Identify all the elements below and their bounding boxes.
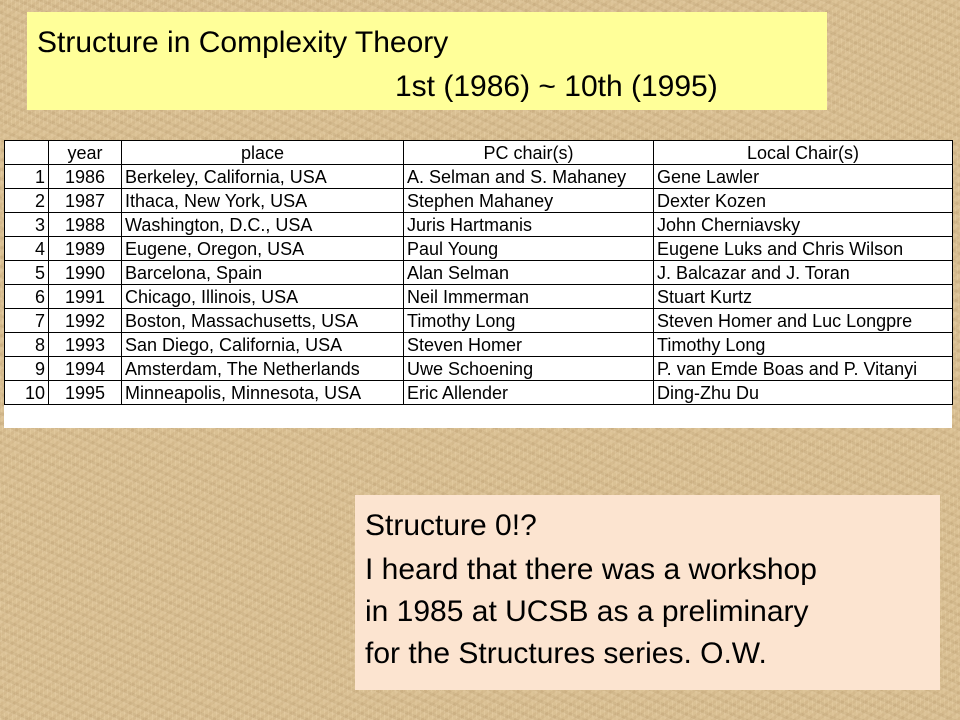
table-row bbox=[5, 285, 953, 309]
cell-place: Washington, D.C., USA bbox=[122, 213, 404, 237]
cell-local-chairs: Ding-Zhu Du bbox=[654, 381, 953, 405]
conference-table-container bbox=[4, 140, 952, 428]
cell-place: Berkeley, California, USA bbox=[122, 165, 404, 189]
cell-local-chairs: Gene Lawler bbox=[654, 165, 953, 189]
cell-index: 4 bbox=[5, 237, 49, 261]
cell-year: 1988 bbox=[49, 213, 122, 237]
note-line: Structure 0!? bbox=[365, 509, 537, 542]
table-row bbox=[5, 237, 953, 261]
cell-pc-chairs: Paul Young bbox=[404, 237, 654, 261]
cell-index: 1 bbox=[5, 165, 49, 189]
table-row bbox=[5, 309, 953, 333]
note-box bbox=[355, 495, 940, 690]
cell-place: Eugene, Oregon, USA bbox=[122, 237, 404, 261]
cell-pc-chairs: Uwe Schoening bbox=[404, 357, 654, 381]
cell-year: 1990 bbox=[49, 261, 122, 285]
cell-place: Minneapolis, Minnesota, USA bbox=[122, 381, 404, 405]
cell-index: 2 bbox=[5, 189, 49, 213]
table-row bbox=[5, 381, 953, 405]
header-pc-chairs: PC chair(s) bbox=[404, 141, 654, 165]
table-row bbox=[5, 261, 953, 285]
cell-index: 3 bbox=[5, 213, 49, 237]
table-row bbox=[5, 165, 953, 189]
title-box bbox=[27, 12, 827, 110]
cell-local-chairs: Eugene Luks and Chris Wilson bbox=[654, 237, 953, 261]
cell-index: 5 bbox=[5, 261, 49, 285]
header-place: place bbox=[122, 141, 404, 165]
header-index bbox=[5, 141, 49, 165]
cell-year: 1989 bbox=[49, 237, 122, 261]
note-line: for the Structures series. O.W. bbox=[365, 637, 767, 670]
cell-pc-chairs: Stephen Mahaney bbox=[404, 189, 654, 213]
cell-index: 8 bbox=[5, 333, 49, 357]
cell-pc-chairs: Juris Hartmanis bbox=[404, 213, 654, 237]
note-line: in 1985 at UCSB as a preliminary bbox=[365, 595, 809, 628]
cell-place: Barcelona, Spain bbox=[122, 261, 404, 285]
cell-place: Amsterdam, The Netherlands bbox=[122, 357, 404, 381]
cell-pc-chairs: A. Selman and S. Mahaney bbox=[404, 165, 654, 189]
cell-pc-chairs: Alan Selman bbox=[404, 261, 654, 285]
cell-pc-chairs: Eric Allender bbox=[404, 381, 654, 405]
cell-year: 1991 bbox=[49, 285, 122, 309]
cell-pc-chairs: Timothy Long bbox=[404, 309, 654, 333]
table-row bbox=[5, 189, 953, 213]
slide-title: Structure in Complexity Theory bbox=[37, 26, 449, 59]
cell-local-chairs: John Cherniavsky bbox=[654, 213, 953, 237]
cell-year: 1994 bbox=[49, 357, 122, 381]
cell-year: 1995 bbox=[49, 381, 122, 405]
cell-index: 9 bbox=[5, 357, 49, 381]
cell-local-chairs: Dexter Kozen bbox=[654, 189, 953, 213]
cell-local-chairs: Timothy Long bbox=[654, 333, 953, 357]
table-row bbox=[5, 357, 953, 381]
cell-index: 6 bbox=[5, 285, 49, 309]
cell-year: 1987 bbox=[49, 189, 122, 213]
cell-place: Chicago, Illinois, USA bbox=[122, 285, 404, 309]
cell-local-chairs: Steven Homer and Luc Longpre bbox=[654, 309, 953, 333]
header-local-chairs: Local Chair(s) bbox=[654, 141, 953, 165]
cell-place: Ithaca, New York, USA bbox=[122, 189, 404, 213]
slide-subtitle: 1st (1986) ~ 10th (1995) bbox=[395, 70, 718, 103]
cell-pc-chairs: Neil Immerman bbox=[404, 285, 654, 309]
cell-place: Boston, Massachusetts, USA bbox=[122, 309, 404, 333]
cell-index: 10 bbox=[5, 381, 49, 405]
cell-local-chairs: P. van Emde Boas and P. Vitanyi bbox=[654, 357, 953, 381]
note-line: I heard that there was a workshop bbox=[365, 553, 817, 586]
table-row bbox=[5, 213, 953, 237]
table-header-row bbox=[5, 141, 953, 165]
cell-year: 1992 bbox=[49, 309, 122, 333]
header-year: year bbox=[49, 141, 122, 165]
cell-local-chairs: J. Balcazar and J. Toran bbox=[654, 261, 953, 285]
cell-local-chairs: Stuart Kurtz bbox=[654, 285, 953, 309]
cell-year: 1986 bbox=[49, 165, 122, 189]
cell-year: 1993 bbox=[49, 333, 122, 357]
table-row bbox=[5, 333, 953, 357]
cell-pc-chairs: Steven Homer bbox=[404, 333, 654, 357]
conference-table bbox=[4, 140, 953, 405]
cell-place: San Diego, California, USA bbox=[122, 333, 404, 357]
cell-index: 7 bbox=[5, 309, 49, 333]
